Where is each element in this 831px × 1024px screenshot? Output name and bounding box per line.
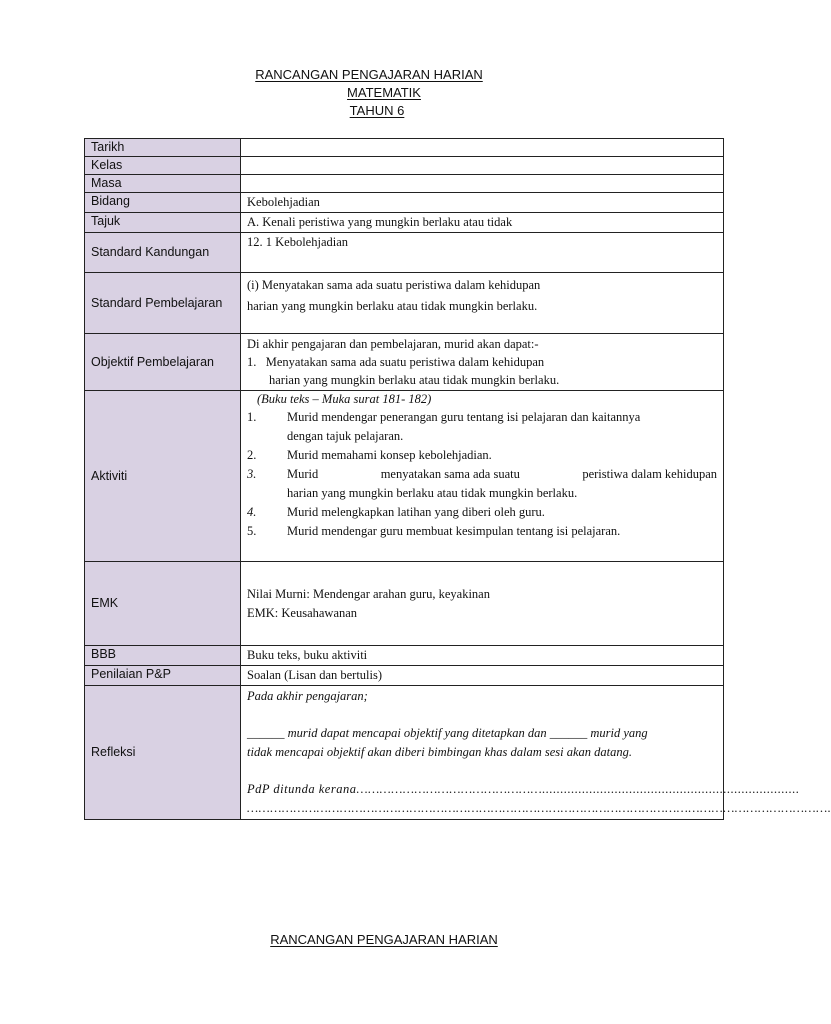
row-tarikh <box>85 139 724 157</box>
value-tarikh <box>241 139 724 157</box>
refleksi-line-4: PdP ditunda kerana…………………………………………....................................................................... <box>247 782 800 796</box>
label-emk: EMK <box>85 562 241 646</box>
label-standard-pembelajaran: Standard Pembelajaran <box>85 273 241 334</box>
aktiviti-item-4 <box>247 503 717 522</box>
document-title: RANCANGAN PENGAJARAN HARIAN <box>255 67 483 82</box>
refleksi-line-3: tidak mencapai objektif akan diberi bimbingan khas dalam sesi akan datang. <box>247 745 633 759</box>
aktiviti-item-3-line1 <box>287 465 717 484</box>
aktiviti-item-1 <box>247 408 717 446</box>
lesson-plan-table <box>84 138 831 820</box>
label-aktiviti: Aktiviti <box>85 391 241 562</box>
value-objektif <box>241 334 724 391</box>
value-refleksi <box>241 686 831 820</box>
value-bidang: Kebolehjadian <box>241 193 724 213</box>
row-penilaian <box>85 666 724 686</box>
objektif-item-line2: harian yang mungkin berlaku atau tidak mungkin berlaku. <box>269 373 560 387</box>
aktiviti-item-3-text <box>287 465 717 503</box>
next-page-title: RANCANGAN PENGAJARAN HARIAN <box>270 932 498 947</box>
aktiviti-item-4-num: 4. <box>247 505 257 519</box>
document-subject: MATEMATIK <box>347 85 421 100</box>
row-tajuk <box>85 213 724 233</box>
label-standard-kandungan: Standard Kandungan <box>85 233 241 273</box>
refleksi-line-1: Pada akhir pengajaran; <box>247 689 368 703</box>
aktiviti-item-1-line1: Murid mendengar penerangan guru tentang isi pelajaran dan kaitannya <box>287 410 641 424</box>
aktiviti-ref: (Buku teks – Muka surat 181- 182) <box>257 392 432 406</box>
aktiviti-item-3-c: peristiwa dalam kehidupan <box>582 467 717 481</box>
row-kelas <box>85 157 724 175</box>
value-emk <box>241 562 724 646</box>
aktiviti-item-3 <box>247 465 717 503</box>
aktiviti-item-3-a: Murid <box>287 467 319 481</box>
value-penilaian: Soalan (Lisan dan bertulis) <box>241 666 724 686</box>
label-masa: Masa <box>85 175 241 193</box>
row-emk <box>85 562 724 646</box>
value-standard-kandungan: 12. 1 Kebolehjadian <box>241 233 724 273</box>
aktiviti-item-3-num: 3. <box>247 467 257 481</box>
aktiviti-item-1-text <box>287 408 717 446</box>
row-bbb <box>85 646 724 666</box>
aktiviti-item-2-num: 2. <box>247 448 257 462</box>
aktiviti-item-5 <box>247 522 717 541</box>
objektif-item-num: 1. <box>247 355 257 369</box>
label-bbb: BBB <box>85 646 241 666</box>
label-tajuk: Tajuk <box>85 213 241 233</box>
sp-line-1: (i) Menyatakan sama ada suatu peristiwa dalam kehidupan <box>247 278 541 292</box>
document-year: TAHUN 6 <box>349 103 405 118</box>
aktiviti-item-2 <box>247 446 717 465</box>
row-standard-kandungan <box>85 233 724 273</box>
aktiviti-item-5-num: 5. <box>247 524 257 538</box>
label-refleksi: Refleksi <box>85 686 241 820</box>
row-masa <box>85 175 724 193</box>
label-penilaian: Penilaian P&P <box>85 666 241 686</box>
objektif-intro: Di akhir pengajaran dan pembelajaran, murid akan dapat:- <box>247 337 539 351</box>
aktiviti-item-3-b: menyatakan sama ada suatu <box>380 467 520 481</box>
emk-line-2: EMK: Keusahawanan <box>247 606 358 620</box>
row-refleksi <box>85 686 724 820</box>
aktiviti-item-1-num: 1. <box>247 410 257 424</box>
aktiviti-item-3-line2: harian yang mungkin berlaku atau tidak mungkin berlaku. <box>287 486 578 500</box>
value-standard-pembelajaran <box>241 273 724 334</box>
value-tajuk: A. Kenali peristiwa yang mungkin berlaku atau tidak <box>241 213 724 233</box>
value-aktiviti <box>241 391 724 562</box>
row-standard-pembelajaran <box>85 273 724 334</box>
sp-line-2: harian yang mungkin berlaku atau tidak mungkin berlaku. <box>247 299 538 313</box>
row-bidang <box>85 193 724 213</box>
aktiviti-item-2-line1: Murid memahami konsep kebolehjadian. <box>287 448 492 462</box>
document-header <box>0 66 768 120</box>
value-bbb: Buku teks, buku aktiviti <box>241 646 724 666</box>
value-kelas <box>241 157 724 175</box>
value-masa <box>241 175 724 193</box>
label-kelas: Kelas <box>85 157 241 175</box>
label-objektif: Objektif Pembelajaran <box>85 334 241 391</box>
label-bidang: Bidang <box>85 193 241 213</box>
aktiviti-item-4-line1: Murid melengkapkan latihan yang diberi oleh guru. <box>287 505 545 519</box>
label-tarikh: Tarikh <box>85 139 241 157</box>
aktiviti-item-1-line2: dengan tajuk pelajaran. <box>287 429 404 443</box>
objektif-item-line1: Menyatakan sama ada suatu peristiwa dalam kehidupan <box>265 355 545 369</box>
aktiviti-item-5-line1: Murid mendengar guru membuat kesimpulan tentang isi pelajaran. <box>287 524 621 538</box>
row-aktiviti <box>85 391 724 562</box>
row-objektif <box>85 334 724 391</box>
refleksi-line-2: ______ murid dapat mencapai objektif yang ditetapkan dan ______ murid yang <box>247 726 648 740</box>
objektif-item-1 <box>247 353 717 371</box>
emk-line-1: Nilai Murni: Mendengar arahan guru, keyakinan <box>247 587 490 601</box>
refleksi-line-5: ……………………………………………………………………………………………………………………………………. <box>247 801 831 815</box>
